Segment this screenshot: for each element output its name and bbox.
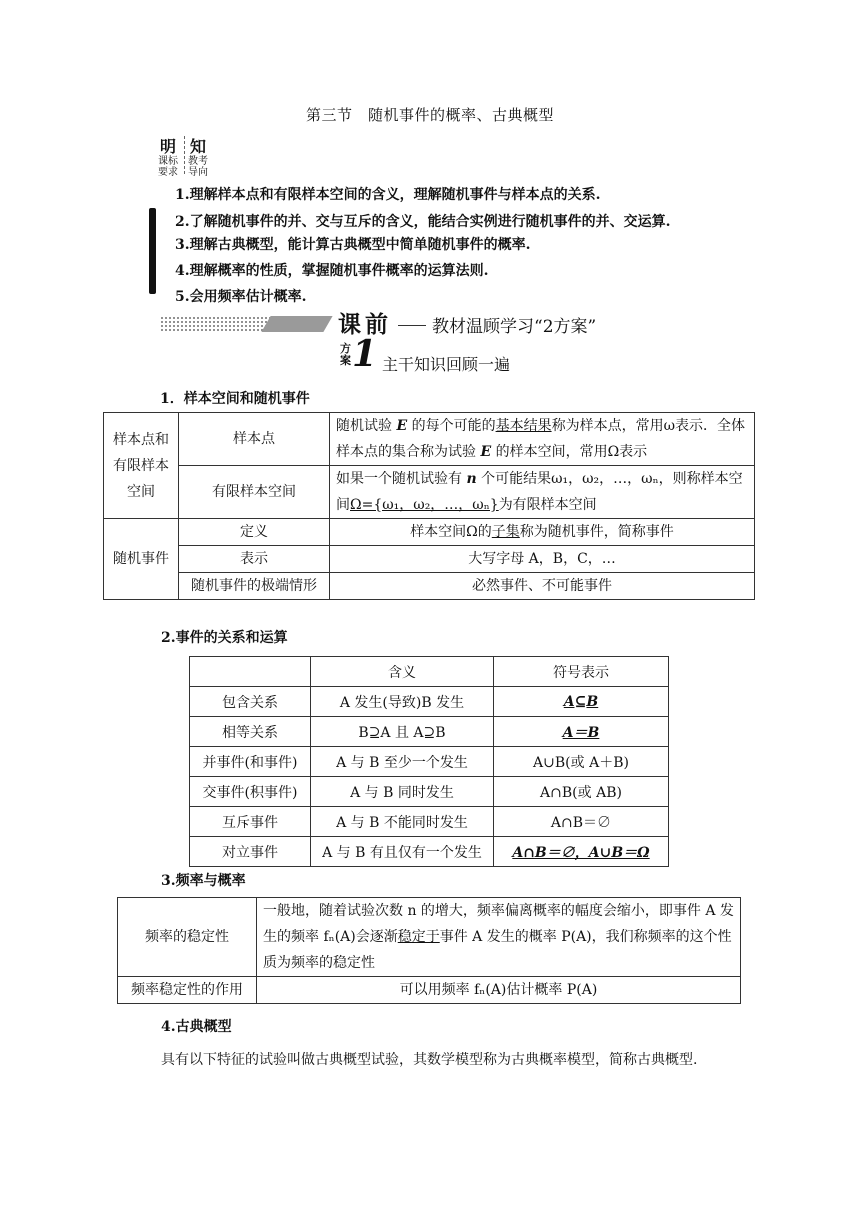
row-text: 随机试验 E 的每个可能的基本结果称为样本点，常用ω表示．全体样本点的集合称为试验 E 的样本空间，常用Ω表示 [330,413,755,466]
relation-meaning: A 发生(导致)B 发生 [311,687,494,717]
row-label: 有限样本空间 [179,466,330,519]
relation-name: 并事件(和事件) [190,747,311,777]
relation-symbol: A＝B [494,717,669,747]
plan-subtitle: 主干知识回顾一遍 [382,355,511,374]
row-text: 一般地，随着试验次数 n 的增大，频率偏离概率的幅度会缩小，即事件 A 发生的频率 fₙ(A)会逐渐稳定于事件 A 发生的概率 P(A)，我们称频率的这个性质为频率的稳定性 [257,898,741,977]
row-label: 频率的稳定性 [118,898,257,977]
objective-item: 2.了解随机事件的并、交与互斥的含义，能结合实例进行随机事件的并、交运算. [175,214,671,230]
row-text: 大写字母 A，B，C，… [330,546,755,573]
group-label: 样本点和有限样本空间 [104,413,179,519]
objectives-badge [158,134,218,178]
objective-item: 4.理解概率的性质，掌握随机事件概率的运算法则. [175,263,489,279]
plan-label: 方案 [340,342,351,367]
row-text: 样本空间Ω的子集称为随机事件，简称事件 [330,519,755,546]
table-row [190,807,669,837]
section-heading: 3.频率与概率 [161,873,246,889]
row-text: 必然事件、不可能事件 [330,573,755,600]
relation-meaning: A 与 B 有且仅有一个发生 [311,837,494,867]
group-label: 随机事件 [104,519,179,600]
relation-symbol: A∩B＝∅ [494,807,669,837]
table-header-cell: 含义 [311,657,494,687]
objective-item: 3.理解古典概型，能计算古典概型中简单随机事件的概率. [175,237,531,253]
banner-word: 课前 [338,311,392,338]
relation-name: 交事件(积事件) [190,777,311,807]
objective-item: 1.理解样本点和有限样本空间的含义，理解随机事件与样本点的关系. [175,187,601,203]
section-heading: 1．样本空间和随机事件 [160,391,310,407]
section-heading: 4.古典概型 [161,1019,232,1035]
relation-meaning: B⊇A 且 A⊇B [311,717,494,747]
plan-number: 1 [352,333,378,375]
row-text: 如果一个随机试验有 n 个可能结果ω₁，ω₂，…，ωₙ，则称样本空间Ω={ω₁，ω₂，…，ωₙ}为有限样本空间 [330,466,755,519]
table-header-cell: 符号表示 [494,657,669,687]
section-heading: 2.事件的关系和运算 [161,630,288,646]
objective-item: 5.会用频率估计概率. [175,289,307,305]
banner-stripe [261,316,332,332]
relation-meaning: A 与 B 同时发生 [311,777,494,807]
banner-dash [398,325,426,326]
badge-left-char: 明 [160,137,177,156]
table-header-cell [190,657,311,687]
relation-name: 相等关系 [190,717,311,747]
badge-right-caption: 教考 导向 [188,156,208,178]
table-row [190,837,669,867]
row-label: 随机事件的极端情形 [179,573,330,600]
table-row [190,687,669,717]
table-row [190,747,669,777]
relation-symbol: A∪B(或 A＋B) [494,747,669,777]
relation-symbol: A∩B＝∅，A∪B＝Ω [494,837,669,867]
banner-dots [160,316,272,332]
row-label: 表示 [179,546,330,573]
relation-name: 包含关系 [190,687,311,717]
frequency-table [117,897,741,1004]
sample-space-table [103,412,755,600]
banner-subtitle: 教材温顾学习“2方案” [432,317,597,337]
relation-symbol: A∩B(或 AB) [494,777,669,807]
badge-divider [184,136,185,174]
row-text: 可以用频率 fₙ(A)估计概率 P(A) [257,977,741,1004]
table-row [190,717,669,747]
badge-right-char: 知 [190,137,207,156]
relation-meaning: A 与 B 至少一个发生 [311,747,494,777]
relation-name: 互斥事件 [190,807,311,837]
table-row [190,777,669,807]
objectives-side-bar [149,208,156,294]
row-label: 频率稳定性的作用 [118,977,257,1004]
badge-left-caption: 课标 要求 [158,156,178,178]
page-title: 第三节 随机事件的概率、古典概型 [305,106,554,124]
relation-meaning: A 与 B 不能同时发生 [311,807,494,837]
relation-symbol: A⊆B [494,687,669,717]
body-paragraph: 具有以下特征的试验叫做古典概型试验，其数学模型称为古典概率模型，简称古典概型. [161,1052,698,1068]
event-relations-table [189,656,669,867]
row-label: 样本点 [179,413,330,466]
row-label: 定义 [179,519,330,546]
relation-name: 对立事件 [190,837,311,867]
